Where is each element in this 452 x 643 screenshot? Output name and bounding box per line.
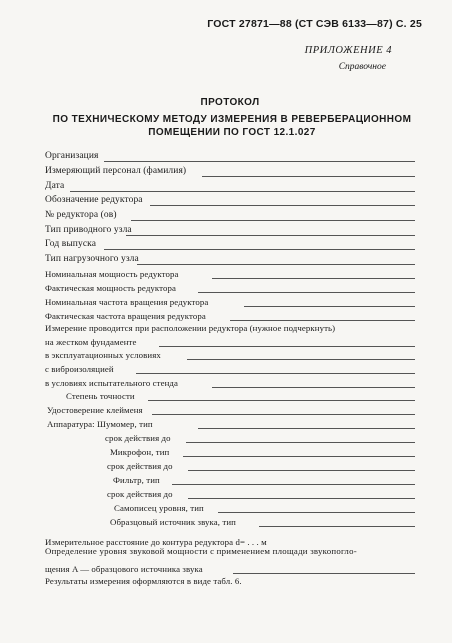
- method-line-2: щения A — образцового источника звука: [45, 564, 203, 574]
- measurement-intro: Измерение проводится при расположении редуктора (нужное подчеркнуть): [45, 323, 336, 333]
- field-label-certificate: Удостоверение клейменя: [47, 405, 143, 415]
- field-line-organization: [104, 161, 415, 162]
- field-label-personnel: Измеряющий персонал (фамилия): [45, 166, 187, 176]
- field-line-drive-unit-type: [126, 235, 415, 236]
- apparatus-sound-level-meter: Аппаратура: Шумомер, тип: [47, 419, 153, 429]
- field-label-actual-speed: Фактическая частота вращения редуктора: [45, 311, 206, 321]
- field-line-accuracy-class: [148, 400, 415, 401]
- apparatus-level-recorder: Самописец уровня, тип: [114, 503, 204, 513]
- document-subtitle-line-2: ПОМЕЩЕНИИ ПО ГОСТ 12.1.027: [148, 127, 316, 138]
- document-subtitle-line-1: ПО ТЕХНИЧЕСКОМУ МЕТОДУ ИЗМЕРЕНИЯ В РЕВЕРБЕРАЦИОННОМ: [52, 114, 412, 125]
- field-line-year: [104, 249, 415, 250]
- option-operating-conditions: в эксплуатационных условиях: [45, 350, 161, 360]
- option-line-vibration-isolation: [136, 373, 415, 374]
- field-line-reducer-number: [131, 220, 415, 221]
- option-vibration-isolation: с виброизоляцией: [45, 364, 114, 374]
- field-label-nominal-power: Номинальная мощность редуктора: [45, 269, 179, 279]
- document-title: ПРОТОКОЛ: [200, 97, 260, 108]
- validity-label-1: срок действия до: [105, 433, 171, 443]
- field-line-reducer-designation: [150, 205, 415, 206]
- field-label-reducer-number: № редуктора (ов): [45, 210, 117, 220]
- field-line-certificate: [152, 414, 415, 415]
- field-label-accuracy-class: Степень точности: [66, 391, 135, 401]
- field-label-drive-unit-type: Тип приводного узла: [45, 225, 132, 235]
- field-label-actual-power: Фактическая мощность редуктора: [45, 283, 176, 293]
- measurement-distance: Измерительное расстояние до контура редуктора d= . . . м: [45, 537, 267, 547]
- field-line-level-recorder: [218, 512, 415, 513]
- field-line-validity-1: [186, 442, 415, 443]
- field-line-method: [233, 573, 415, 574]
- validity-label-3: срок действия до: [107, 489, 173, 499]
- field-line-reference-source: [259, 526, 415, 527]
- appendix-reference: Справочное: [338, 62, 386, 72]
- field-line-actual-power: [198, 292, 415, 293]
- field-line-validity-3: [188, 498, 415, 499]
- validity-label-2: срок действия до: [107, 461, 173, 471]
- option-test-stand: в условиях испытательного стенда: [45, 378, 178, 388]
- field-label-nominal-speed: Номинальная частота вращения редуктора: [45, 297, 209, 307]
- field-label-load-unit-type: Тип нагрузочного узла: [45, 254, 139, 264]
- field-line-personnel: [202, 176, 415, 177]
- apparatus-filter: Фильтр, тип: [113, 475, 160, 485]
- option-line-operating-conditions: [187, 359, 415, 360]
- apparatus-reference-source: Образцовый источник звука, тип: [110, 517, 236, 527]
- apparatus-microphone: Микрофон, тип: [110, 447, 170, 457]
- field-line-load-unit-type: [137, 264, 415, 265]
- option-line-rigid-foundation: [159, 346, 415, 347]
- field-line-validity-2: [188, 470, 415, 471]
- field-line-sound-level-meter: [198, 428, 415, 429]
- field-label-reducer-designation: Обозначение редуктора: [45, 195, 143, 205]
- field-label-year: Год выпуска: [45, 239, 97, 249]
- field-line-filter: [172, 484, 415, 485]
- option-line-test-stand: [212, 387, 415, 388]
- appendix-label: ПРИЛОЖЕНИЕ 4: [304, 45, 392, 56]
- field-label-date: Дата: [45, 181, 65, 191]
- field-line-actual-speed: [230, 320, 415, 321]
- field-line-nominal-power: [212, 278, 415, 279]
- page-header: ГОСТ 27871—88 (СТ СЭВ 6133—87) С. 25: [207, 18, 422, 30]
- field-label-organization: Организация: [45, 151, 99, 161]
- results-note: Результаты измерения оформляются в виде табл. 6.: [45, 576, 242, 586]
- field-line-microphone: [183, 456, 415, 457]
- option-rigid-foundation: на жестком фундаменте: [45, 337, 137, 347]
- field-line-date: [70, 191, 415, 192]
- method-line-1: Определение уровня звуковой мощности с применением площади звукопогло-: [45, 546, 357, 556]
- field-line-nominal-speed: [244, 306, 415, 307]
